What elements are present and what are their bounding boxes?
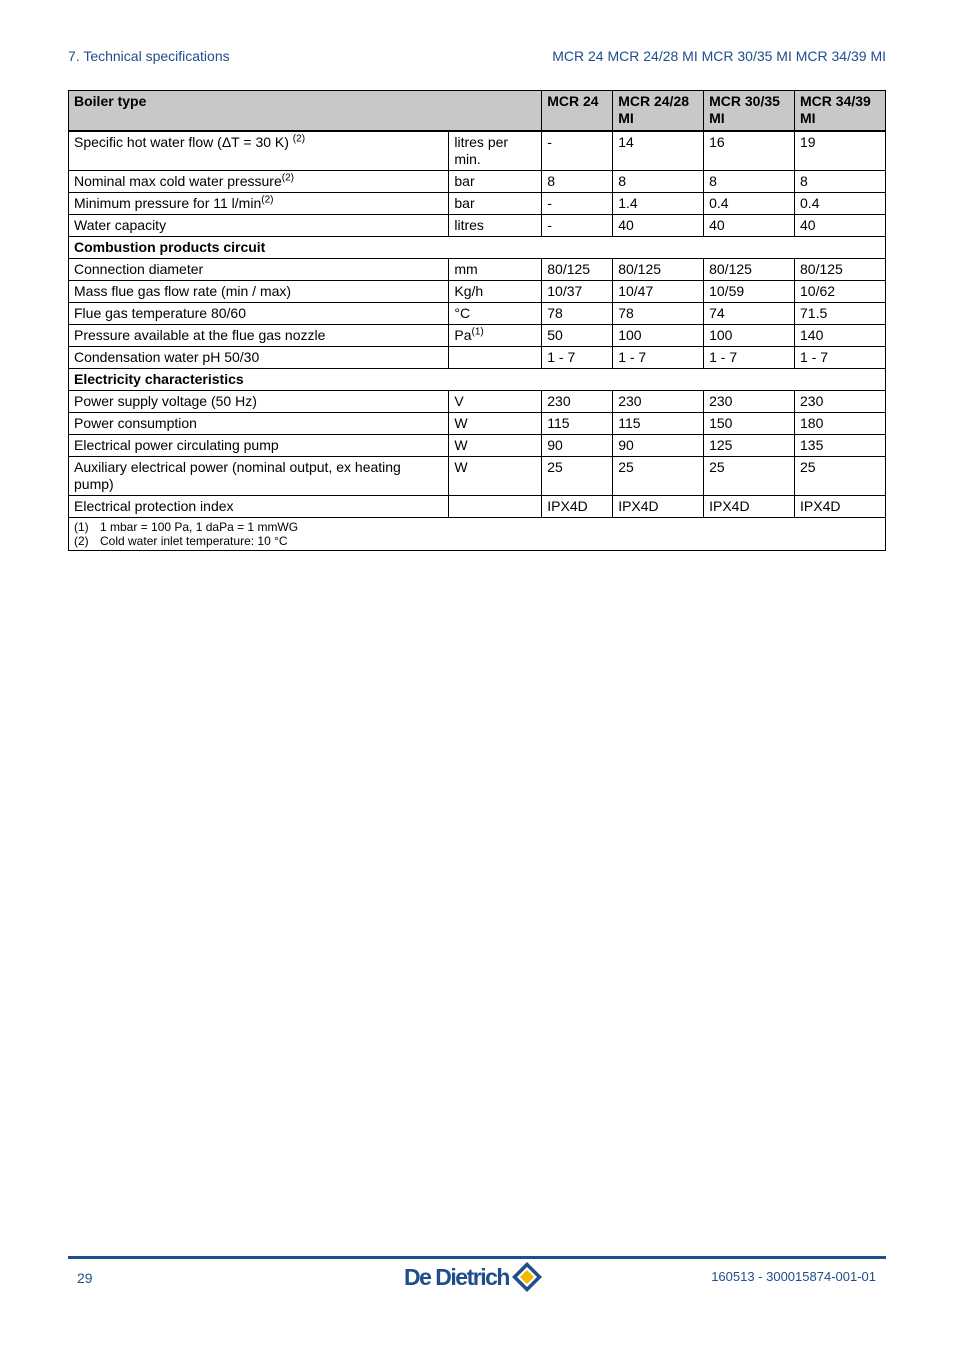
row-value: -: [542, 193, 613, 215]
document-reference: 160513 - 300015874-001-01: [711, 1269, 876, 1284]
row-value: 230: [542, 391, 613, 413]
row-label: Flue gas temperature 80/60: [69, 303, 449, 325]
row-unit: bar: [449, 171, 542, 193]
row-value: 1 - 7: [704, 347, 795, 369]
row-value: 1.4: [613, 193, 704, 215]
row-label: Pressure available at the flue gas nozzle: [69, 325, 449, 347]
row-value: 90: [542, 435, 613, 457]
row-unit: [449, 347, 542, 369]
row-unit: mm: [449, 259, 542, 281]
row-label: Power consumption: [69, 413, 449, 435]
table-row: [69, 457, 886, 496]
table-row: [69, 281, 886, 303]
row-value: 230: [613, 391, 704, 413]
row-value: 10/47: [613, 281, 704, 303]
row-value: 78: [542, 303, 613, 325]
brand-logo: [404, 1259, 543, 1295]
row-value: 115: [613, 413, 704, 435]
table-row: [69, 259, 886, 281]
row-unit: bar: [449, 193, 542, 215]
row-value: IPX4D: [704, 496, 795, 518]
row-value: 150: [704, 413, 795, 435]
table-row: [69, 435, 886, 457]
row-value: 25: [704, 457, 795, 496]
table-row: [69, 303, 886, 325]
header-model-list: MCR 24 MCR 24/28 MI MCR 30/35 MI MCR 34/39 MI: [552, 48, 886, 64]
header-section-title: 7. Technical specifications: [68, 48, 230, 64]
row-value: 74: [704, 303, 795, 325]
row-value: 40: [704, 215, 795, 237]
row-value: 16: [704, 131, 795, 171]
row-unit: W: [449, 435, 542, 457]
row-value: 115: [542, 413, 613, 435]
row-unit: [449, 496, 542, 518]
row-value: 180: [795, 413, 886, 435]
table-row: [69, 193, 886, 215]
diamond-logo-icon: [511, 1261, 543, 1293]
row-unit: W: [449, 413, 542, 435]
row-value: 80/125: [795, 259, 886, 281]
row-value: 1 - 7: [613, 347, 704, 369]
table-row: [69, 391, 886, 413]
row-unit: litres: [449, 215, 542, 237]
row-value: 25: [613, 457, 704, 496]
table-row: [69, 171, 886, 193]
footnote: (1) 1 mbar = 100 Pa, 1 daPa = 1 mmWG: [74, 520, 299, 534]
table-row: [69, 496, 886, 518]
row-unit: litres per min.: [449, 131, 542, 171]
row-label: Nominal max cold water pressure$^{(2)}$: [69, 171, 449, 193]
row-value: 100: [613, 325, 704, 347]
row-value: 25: [795, 457, 886, 496]
header-model: MCR 24: [542, 91, 613, 132]
row-unit: Kg/h: [449, 281, 542, 303]
row-value: 80/125: [613, 259, 704, 281]
row-value: 14: [613, 131, 704, 171]
section-row-electricity: [69, 369, 886, 391]
row-value: 78: [613, 303, 704, 325]
row-value: 8: [704, 171, 795, 193]
row-value: 140: [795, 325, 886, 347]
header-boiler-type: Boiler type: [69, 91, 542, 132]
row-value: 80/125: [704, 259, 795, 281]
row-unit: Pa$^{(1)}$: [449, 325, 542, 347]
row-label: Condensation water pH 50/30: [69, 347, 449, 369]
row-value: 135: [795, 435, 886, 457]
row-label: Specific hot water flow (ΔT = 30 K) $^{(2)}$: [69, 131, 449, 171]
row-value: 71.5: [795, 303, 886, 325]
row-unit: W: [449, 457, 542, 496]
row-label: Power supply voltage (50 Hz): [69, 391, 449, 413]
row-value: 10/59: [704, 281, 795, 303]
row-value: IPX4D: [613, 496, 704, 518]
table-row: [69, 413, 886, 435]
row-value: 50: [542, 325, 613, 347]
row-value: 0.4: [704, 193, 795, 215]
row-value: 25: [542, 457, 613, 496]
row-label: Minimum pressure for 11 $l/\min^{(2)}$: [69, 193, 449, 215]
row-value: -: [542, 131, 613, 171]
row-value: 1 - 7: [795, 347, 886, 369]
row-value: 40: [795, 215, 886, 237]
row-label: Mass flue gas flow rate (min / max): [69, 281, 449, 303]
row-value: 40: [613, 215, 704, 237]
table-footnotes: [69, 518, 886, 551]
row-value: 230: [704, 391, 795, 413]
row-label: Water capacity: [69, 215, 449, 237]
table-row: [69, 325, 886, 347]
row-value: 230: [795, 391, 886, 413]
row-label: Connection diameter: [69, 259, 449, 281]
row-value: 100: [704, 325, 795, 347]
row-value: 80/125: [542, 259, 613, 281]
row-unit: V: [449, 391, 542, 413]
footnote: (2) Cold water inlet temperature: 10 °C: [74, 534, 288, 548]
row-value: 1 - 7: [542, 347, 613, 369]
header-model: MCR 30/35 MI: [704, 91, 795, 132]
table-header-row: [69, 91, 886, 132]
row-value: -: [542, 215, 613, 237]
technical-spec-table: [68, 90, 886, 551]
row-value: IPX4D: [795, 496, 886, 518]
table-row: [69, 347, 886, 369]
row-value: 10/62: [795, 281, 886, 303]
section-row-combustion: [69, 237, 886, 259]
row-value: 8: [795, 171, 886, 193]
row-value: 10/37: [542, 281, 613, 303]
logo-wordmark: De Dietrich: [404, 1263, 509, 1290]
row-unit: °C: [449, 303, 542, 325]
section-title: Combustion products circuit: [69, 237, 886, 259]
page-number: 29: [77, 1270, 93, 1286]
row-value: 8: [542, 171, 613, 193]
footnotes-cell: [69, 518, 886, 551]
table-row: [69, 131, 886, 171]
table-row: [69, 215, 886, 237]
row-value: 90: [613, 435, 704, 457]
row-value: 8: [613, 171, 704, 193]
section-title: Electricity characteristics: [69, 369, 886, 391]
row-label: Auxiliary electrical power (nominal output, ex heating pump): [69, 457, 449, 496]
row-value: 0.4: [795, 193, 886, 215]
row-label: Electrical protection index: [69, 496, 449, 518]
header-model: MCR 34/39 MI: [795, 91, 886, 132]
row-value: 125: [704, 435, 795, 457]
row-value: IPX4D: [542, 496, 613, 518]
row-label: Electrical power circulating pump: [69, 435, 449, 457]
header-model: MCR 24/28 MI: [613, 91, 704, 132]
row-value: 19: [795, 131, 886, 171]
